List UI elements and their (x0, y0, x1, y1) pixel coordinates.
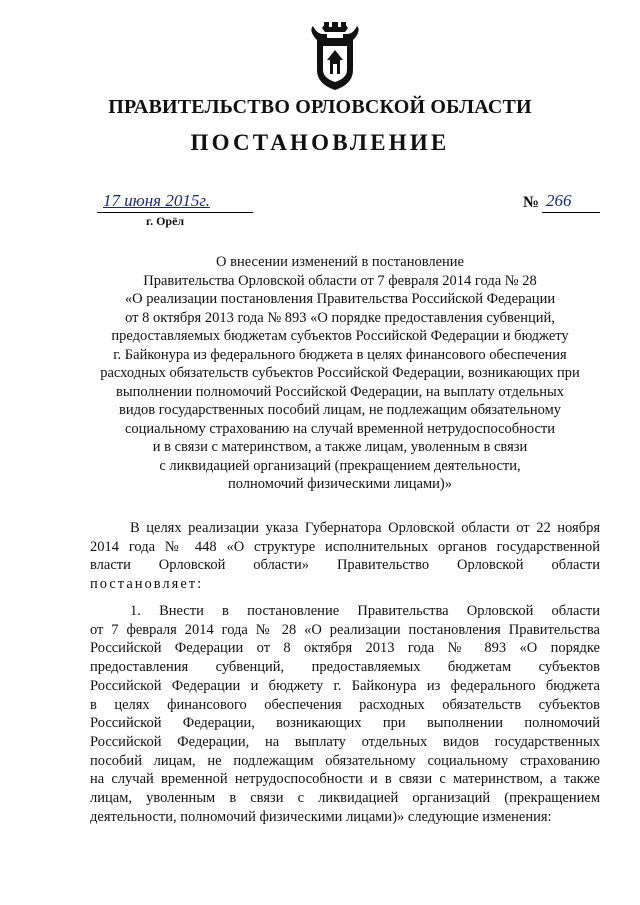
subject-line: Правительства Орловской области от 7 февраля 2014 года № 28 (143, 272, 537, 289)
subject-line: с ликвидацией организаций (прекращением деятельности, (159, 457, 521, 474)
subject-line: от 8 октября 2013 года № 893 «О порядке предоставления субвенций, (125, 309, 555, 326)
government-name: ПРАВИТЕЛЬСТВО ОРЛОВСКОЙ ОБЛАСТИ (108, 96, 532, 118)
paragraph-line: власти Орловской области» Правительство Орловской области (90, 557, 600, 574)
paragraph-line: 2014 года № 448 «О структуре исполнительных органов государственной (90, 538, 600, 555)
paragraph-line: 1. Внести в постановление Правительства Орловской области (130, 603, 600, 619)
subject-line: выполнении полномочий Российской Федерации, на выплату отдельных (116, 383, 564, 400)
paragraph-line: Российской Федерации от 8 октября 2013 года № 893 «О порядке (90, 640, 600, 657)
subject-line: полномочий физическими лицами)» (227, 476, 452, 492)
subject-line: О внесении изменений в постановление (216, 254, 464, 270)
document-date: 17 июня 2015г. (97, 190, 253, 213)
paragraph-line: предоставления субвенций, предоставляемых бюджетам субъектов (90, 659, 600, 676)
subject-line: видов государственных пособий лицам, не подлежащим обязательному (119, 402, 561, 418)
subject-line: и в связи с материнством, а также лицам, уволенным в связи (152, 439, 528, 455)
paragraph-line: лицам, уволенным в связи с ликвидацией организаций (прекращением (90, 790, 600, 807)
intro-paragraph (90, 519, 600, 594)
paragraph-line: Российской Федерации и бюджету г. Байконура из федерального бюджета (90, 677, 600, 694)
paragraph-line: Российской Федерации, на выплату отдельных видов государственных (90, 733, 600, 750)
document-city: г. Орёл (146, 214, 185, 228)
number-sign: № (523, 194, 540, 211)
subject-line: «О реализации постановления Правительства Российской Федерации (124, 291, 556, 307)
paragraph-line: Российской Федерации, возникающих при выполнении полномочий (90, 715, 600, 732)
subject-line: г. Байконура из федерального бюджета в целях финансового обеспечения (113, 346, 567, 363)
document-type: ПОСТАНОВЛЕНИЕ (190, 130, 450, 155)
subject-heading (80, 253, 600, 494)
paragraph-line: В целях реализации указа Губернатора Орловской области от 22 ноября (130, 520, 600, 536)
paragraph-line: постановляет: (90, 576, 204, 593)
item-1-paragraph (90, 602, 600, 826)
paragraph-line: деятельности, полномочий физическими лицами)» следующие изменения: (90, 808, 552, 825)
coat-of-arms-icon (307, 20, 363, 92)
subject-line: предоставляемых бюджетам субъектов Российской Федерации и бюджету (111, 328, 569, 344)
document-number: 266 (542, 190, 600, 213)
paragraph-line: от 7 февраля 2014 года № 28 «О реализации постановления Правительства (90, 621, 600, 638)
subject-line: социальному страхованию на случай временной нетрудоспособности (124, 420, 556, 437)
paragraph-line: в целях финансового обеспечения расходных обязательств субъектов (90, 696, 600, 713)
subject-line: расходных обязательств субъектов Российской Федерации, возникающих при (100, 365, 580, 381)
paragraph-line: пособий лицам, не подлежащим обязательному социальному страхованию (90, 752, 600, 769)
paragraph-line: на случай временной нетрудоспособности и в связи с материнством, а также (90, 771, 600, 788)
